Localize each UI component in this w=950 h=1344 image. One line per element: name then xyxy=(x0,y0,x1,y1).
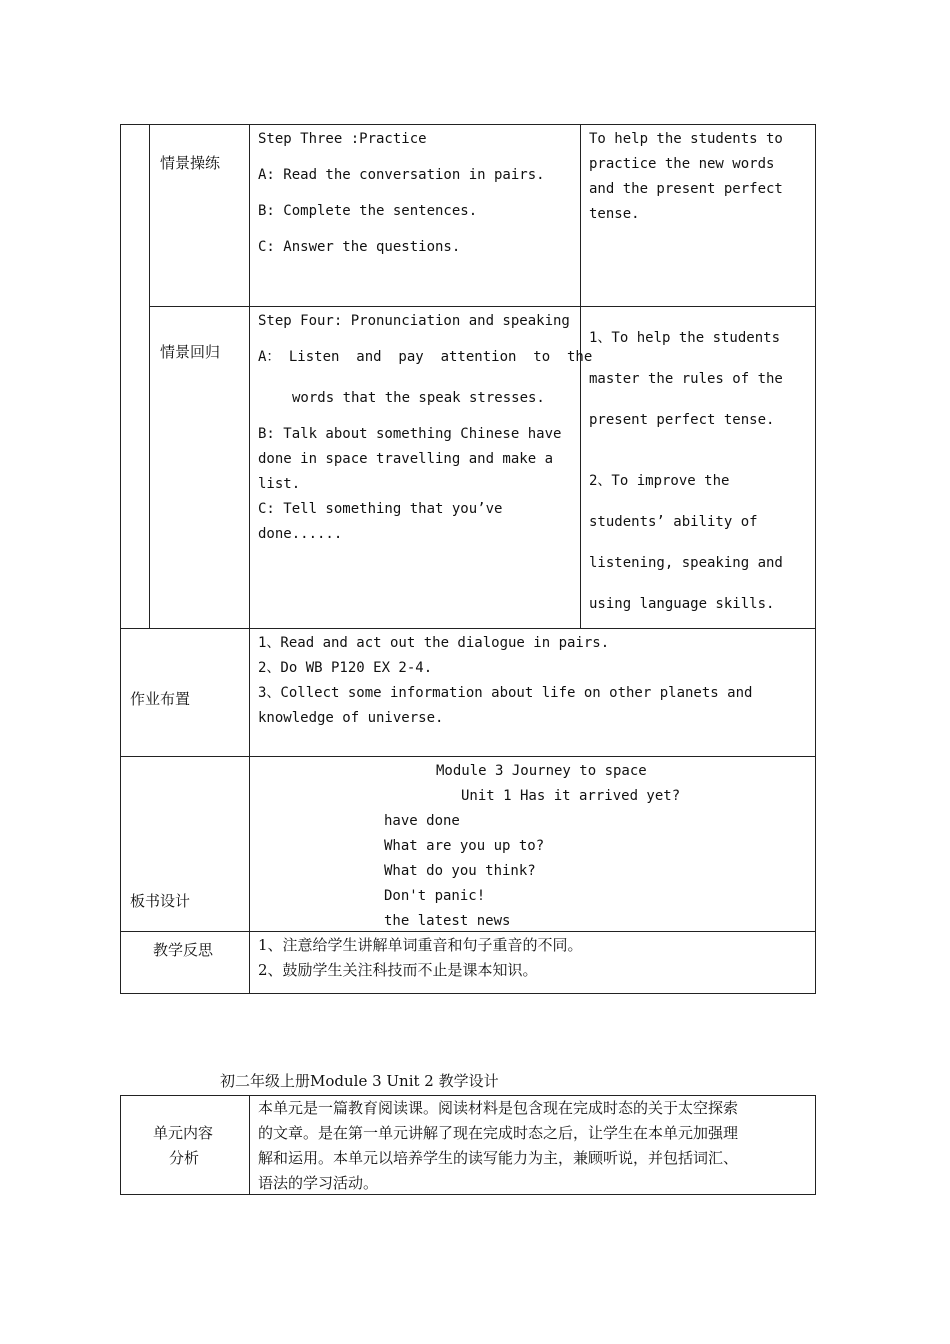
unit-analysis-label-cont: 分析 xyxy=(169,1149,200,1167)
review-purpose-line: master the rules of the xyxy=(589,371,783,387)
review-purpose-line: 2、To improve the xyxy=(589,473,730,489)
reflection-line: 2、鼓励学生关注科技而不止是课本知识。 xyxy=(258,961,538,979)
review-item-b: B: Talk about something Chinese have xyxy=(258,426,562,442)
unit-analysis-line: 本单元是一篇教育阅读课。阅读材料是包含现在完成时态的关于太空探索 xyxy=(258,1099,739,1117)
practice-item-a: A: Read the conversation in pairs. xyxy=(258,167,545,183)
review-purpose-line: students’ ability of xyxy=(589,514,758,530)
review-step-title: Step Four: Pronunciation and speaking xyxy=(258,313,570,329)
board-item: What are you up to? xyxy=(384,838,545,854)
board-item: What do you think? xyxy=(384,863,536,879)
reflection-label: 教学反思 xyxy=(153,941,214,959)
practice-purpose-line: and the present perfect xyxy=(589,181,783,197)
homework-label: 作业布置 xyxy=(130,690,191,708)
board-title-module: Module 3 Journey to space xyxy=(436,763,647,779)
review-purpose-line: present perfect tense. xyxy=(589,412,775,428)
review-purpose-line: 1、To help the students xyxy=(589,330,781,346)
board-item: have done xyxy=(384,813,460,829)
review-item-b: done in space travelling and make a xyxy=(258,451,554,467)
unit-analysis-label: 单元内容 xyxy=(153,1124,214,1142)
practice-label: 情景操练 xyxy=(160,154,221,172)
board-item: the latest news xyxy=(384,913,511,929)
board-item: Don't panic! xyxy=(384,888,486,904)
unit-analysis-line: 语法的学习活动。 xyxy=(258,1174,379,1192)
practice-purpose-line: practice the new words xyxy=(589,156,775,172)
unit-analysis-line: 的文章。是在第一单元讲解了现在完成时态之后，让学生在本单元加强理 xyxy=(258,1124,739,1142)
practice-item-b: B: Complete the sentences. xyxy=(258,203,478,219)
section2-caption: 初二年级上册Module 3 Unit 2 教学设计 xyxy=(220,1072,499,1090)
review-item-b: list. xyxy=(258,476,301,492)
review-purpose-line: using language skills. xyxy=(589,596,775,612)
board-title-unit: Unit 1 Has it arrived yet? xyxy=(461,788,681,804)
review-purpose-line: listening, speaking and xyxy=(589,555,783,571)
practice-purpose-line: To help the students to xyxy=(589,131,783,147)
review-item-c: done...... xyxy=(258,526,343,542)
board-label: 板书设计 xyxy=(130,892,191,910)
review-item-c: C: Tell something that you’ve xyxy=(258,501,503,517)
homework-line: 1、Read and act out the dialogue in pairs. xyxy=(258,635,610,651)
reflection-line: 1、注意给学生讲解单词重音和句子重音的不同。 xyxy=(258,936,583,954)
homework-line: 3、Collect some information about life on other planets and xyxy=(258,685,753,701)
homework-line: 2、Do WB P120 EX 2-4. xyxy=(258,660,433,676)
unit-analysis-line: 解和运用。本单元以培养学生的读写能力为主，兼顾听说，并包括词汇、 xyxy=(258,1149,739,1167)
review-label: 情景回归 xyxy=(160,343,221,361)
practice-item-c: C: Answer the questions. xyxy=(258,239,461,255)
review-item-a-cont: words that the speak stresses. xyxy=(292,390,545,406)
review-item-a: A： Listen and pay attention to the xyxy=(258,349,593,365)
homework-line: knowledge of universe. xyxy=(258,710,444,726)
practice-step-title: Step Three :Practice xyxy=(258,131,427,147)
practice-purpose-line: tense. xyxy=(589,206,640,222)
